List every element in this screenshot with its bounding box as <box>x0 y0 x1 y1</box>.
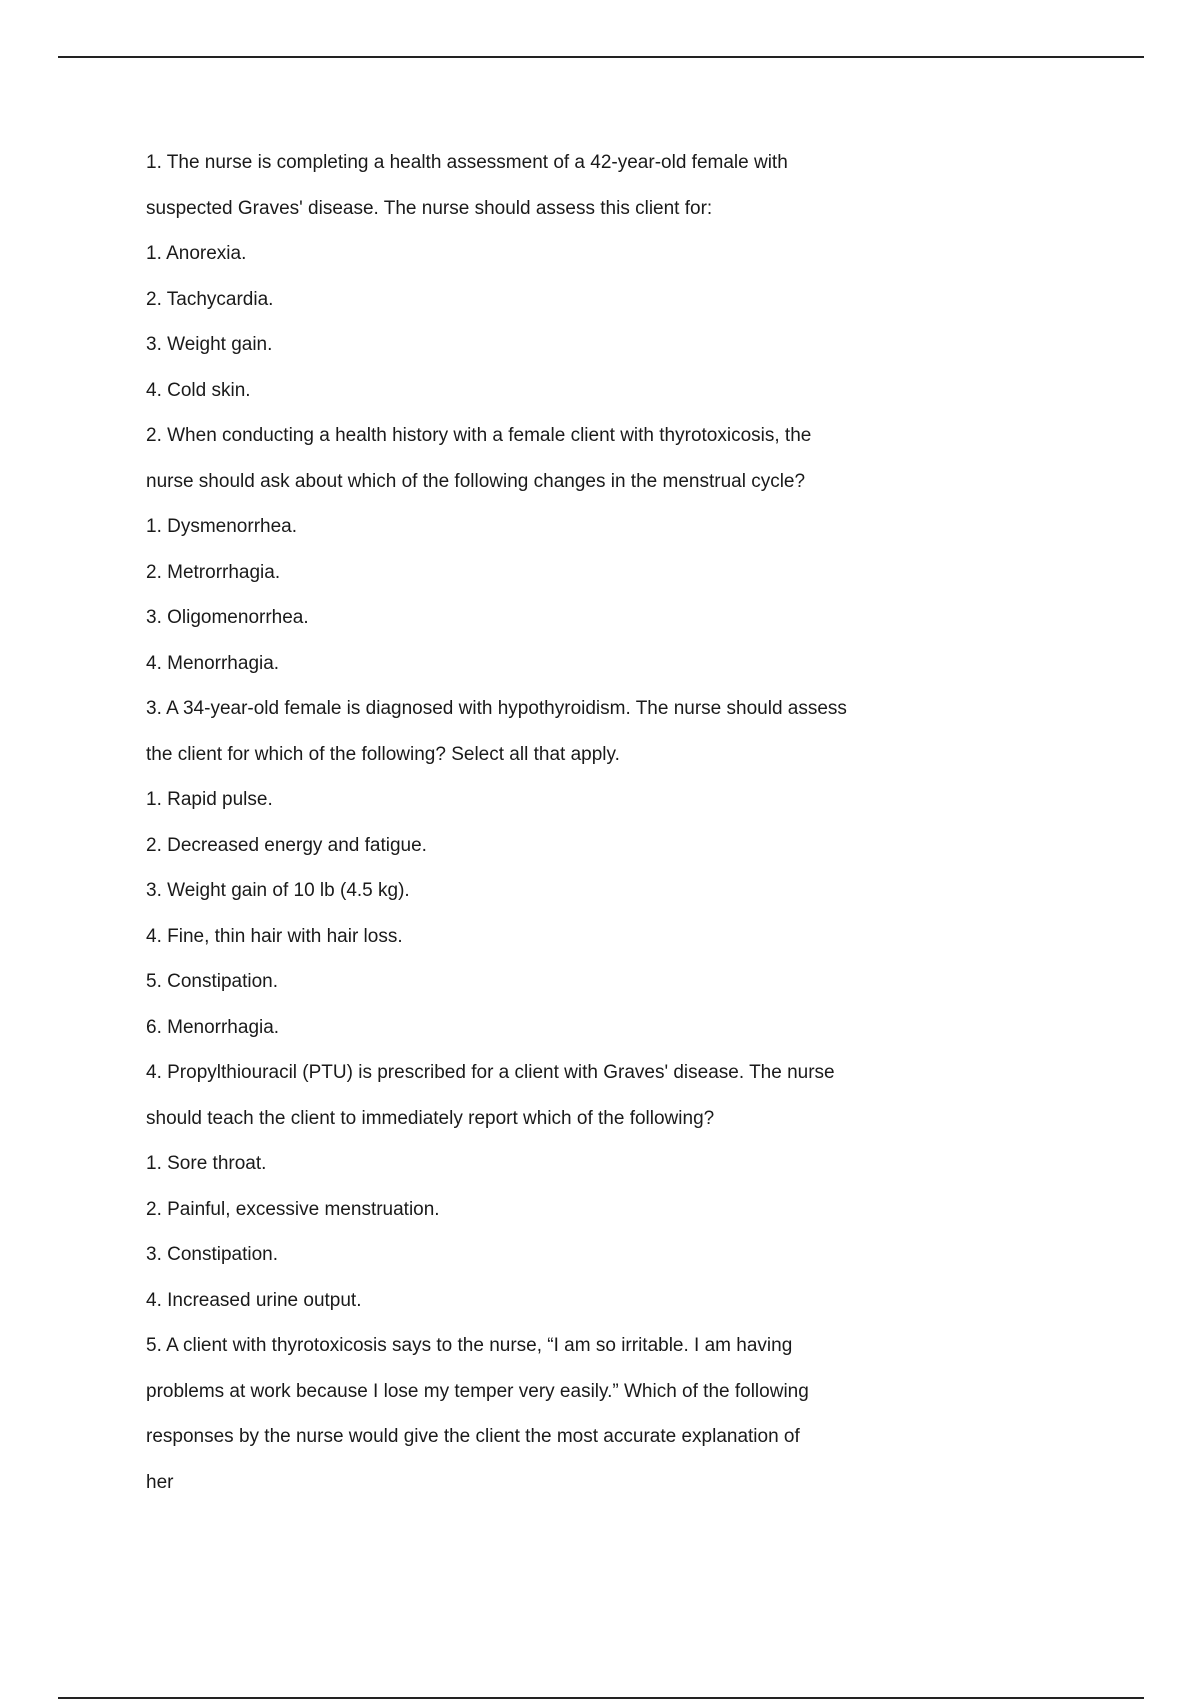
top-rule <box>58 56 1144 58</box>
question-4-stem-line-1: 4. Propylthiouracil (PTU) is prescribed for a client with Graves' disease. The nurse <box>146 1062 835 1083</box>
question-5-stem-line-1: 5. A client with thyrotoxicosis says to the nurse, “I am so irritable. I am having <box>146 1335 793 1356</box>
question-3-stem-line-1: 3. A 34-year-old female is diagnosed with hypothyroidism. The nurse should assess <box>146 698 847 719</box>
question-2-option-3: 3. Oligomenorrhea. <box>146 607 309 628</box>
document-body <box>146 140 966 1505</box>
question-5-stem-line-4: her <box>146 1471 174 1493</box>
question-3-option-2: 2. Decreased energy and fatigue. <box>146 834 427 856</box>
question-5-stem-line-3: responses by the nurse would give the client the most accurate explanation of <box>146 1426 800 1447</box>
question-2-option-1: 1. Dysmenorrhea. <box>146 516 298 537</box>
question-1-stem-line-2: suspected Graves' disease. The nurse should assess this client for: <box>146 197 713 219</box>
question-1-stem-line-1: 1. The nurse is completing a health assessment of a 42-year-old female with <box>146 152 788 173</box>
question-3-option-3: 3. Weight gain of 10 lb (4.5 kg). <box>146 880 410 901</box>
question-1-option-1: 1. Anorexia. <box>146 243 247 264</box>
question-2-stem-line-1: 2. When conducting a health history with a female client with thyrotoxicosis, the <box>146 425 812 446</box>
question-4-option-3: 3. Constipation. <box>146 1244 279 1265</box>
question-2-stem-line-2: nurse should ask about which of the following changes in the menstrual cycle? <box>146 470 806 492</box>
question-4-option-1: 1. Sore throat. <box>146 1153 267 1174</box>
question-3-option-1: 1. Rapid pulse. <box>146 789 273 810</box>
question-4-stem-line-2: should teach the client to immediately report which of the following? <box>146 1107 715 1129</box>
question-2-option-4: 4. Menorrhagia. <box>146 652 280 674</box>
question-4-option-2: 2. Painful, excessive menstruation. <box>146 1198 440 1220</box>
bottom-rule <box>58 1697 1144 1699</box>
question-3-option-6: 6. Menorrhagia. <box>146 1016 280 1038</box>
question-4-option-4: 4. Increased urine output. <box>146 1289 362 1311</box>
question-3-stem-line-2: the client for which of the following? Select all that apply. <box>146 743 620 765</box>
question-3-option-5: 5. Constipation. <box>146 971 279 992</box>
question-2-option-2: 2. Metrorrhagia. <box>146 561 281 583</box>
question-1-option-3: 3. Weight gain. <box>146 334 273 355</box>
question-1-option-4: 4. Cold skin. <box>146 379 251 401</box>
question-5-stem-line-2: problems at work because I lose my temper very easily.” Which of the following <box>146 1380 809 1402</box>
question-1-option-2: 2. Tachycardia. <box>146 288 274 310</box>
question-3-option-4: 4. Fine, thin hair with hair loss. <box>146 925 403 947</box>
